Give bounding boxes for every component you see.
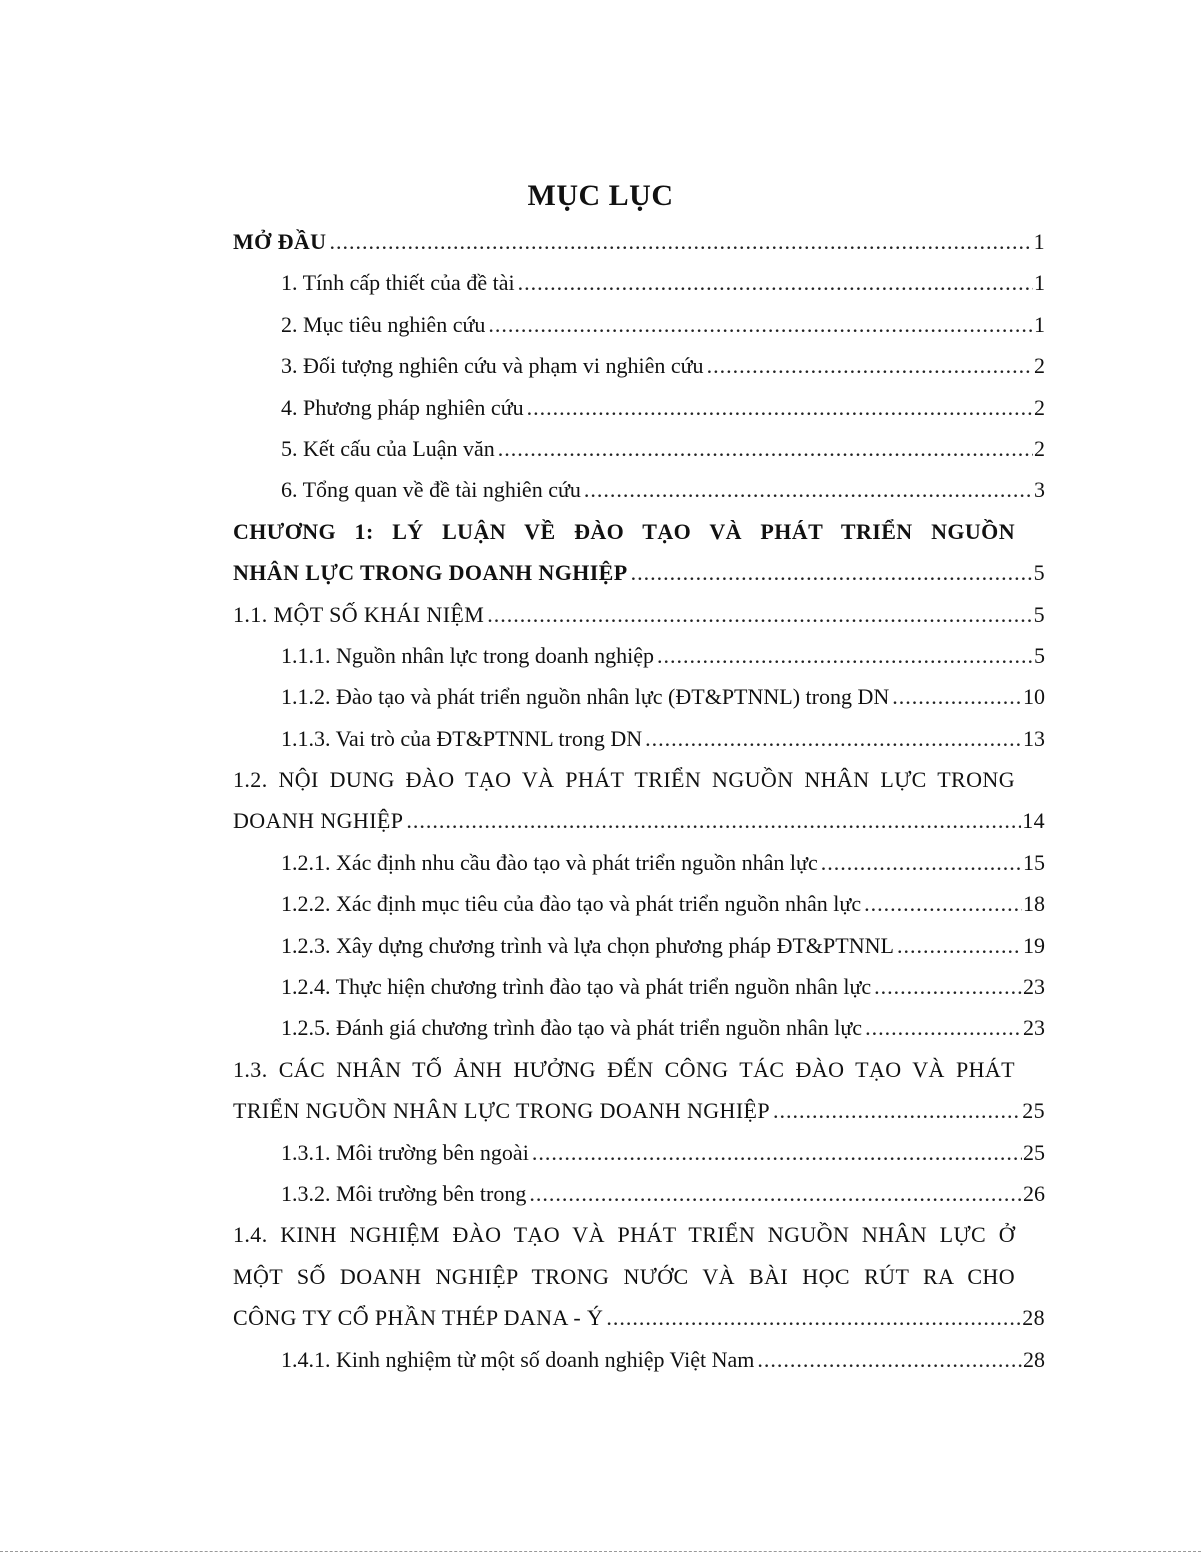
toc-dot-leader — [773, 1090, 1021, 1131]
toc-dot-leader — [874, 966, 1022, 1007]
toc-entry-label: 1.2. NỘI DUNG ĐÀO TẠO VÀ PHÁT TRIỂN NGUỒN NHÂN LỰC TRONG — [233, 767, 1015, 793]
toc-dot-leader — [498, 428, 1033, 469]
toc-entry — [233, 1214, 1045, 1255]
toc-entry-label: 1.2.5. Đánh giá chương trình đào tạo và phát triển nguồn nhân lực — [281, 1015, 863, 1041]
toc-entry — [233, 469, 1045, 510]
toc-entry — [233, 511, 1045, 552]
toc-entry — [233, 718, 1045, 759]
toc-entry-label: 1.2.3. Xây dựng chương trình và lựa chọn phương pháp ĐT&PTNNL — [281, 932, 894, 958]
toc-entry — [233, 800, 1045, 841]
toc-entry — [233, 925, 1045, 966]
toc-entry-page-number: 23 — [1023, 1015, 1045, 1041]
table-of-contents — [233, 221, 1045, 1380]
toc-entry — [233, 594, 1045, 635]
toc-entry-label: 1.3.2. Môi trường bên trong — [281, 1180, 527, 1206]
toc-entry-label: 1.1.1. Nguồn nhân lực trong doanh nghiệp — [281, 642, 655, 668]
toc-entry-label: 2. Mục tiêu nghiên cứu — [281, 311, 486, 337]
toc-entry-page-number: 19 — [1023, 932, 1045, 958]
toc-entry-page-number: 2 — [1034, 394, 1045, 420]
toc-entry-page-number: 1 — [1034, 311, 1045, 337]
toc-entry-label: CHƯƠNG 1: LÝ LUẬN VỀ ĐÀO TẠO VÀ PHÁT TRIỂN NGUỒN — [233, 518, 1015, 544]
toc-entry-label: MỞ ĐẦU — [233, 229, 327, 254]
toc-entry-page-number: 5 — [1034, 642, 1045, 668]
toc-entry-page-number: 28 — [1023, 1346, 1045, 1372]
toc-dot-leader — [487, 594, 1032, 635]
toc-entry-label: 1.1.2. Đào tạo và phát triển nguồn nhân lực (ĐT&PTNNL) trong DN — [281, 684, 890, 710]
toc-entry-label: MỘT SỐ DOANH NGHIỆP TRONG NƯỚC VÀ BÀI HỌC RÚT RA CHO — [233, 1263, 1015, 1289]
toc-entry-page-number: 2 — [1034, 435, 1045, 461]
toc-entry-page-number: 13 — [1023, 725, 1045, 751]
page-edge-divider — [0, 1551, 1201, 1552]
toc-entry-label: TRIỂN NGUỒN NHÂN LỰC TRONG DOANH NGHIỆP — [233, 1098, 771, 1124]
toc-entry-label: 1.3. CÁC NHÂN TỐ ẢNH HƯỞNG ĐẾN CÔNG TÁC ĐÀO TẠO VÀ PHÁT — [233, 1056, 1015, 1082]
toc-entry-label: CÔNG TY CỔ PHẦN THÉP DANA - Ý — [233, 1305, 604, 1331]
toc-entry — [233, 1339, 1045, 1380]
toc-dot-leader — [657, 635, 1033, 676]
toc-dot-leader — [645, 718, 1022, 759]
toc-entry-page-number: 25 — [1022, 1098, 1045, 1124]
toc-dot-leader — [488, 304, 1033, 345]
toc-entry-page-number: 18 — [1023, 891, 1045, 917]
toc-entry-label: DOANH NGHIỆP — [233, 808, 404, 834]
toc-dot-leader — [527, 387, 1033, 428]
toc-dot-leader — [606, 1297, 1021, 1338]
toc-entry-page-number: 3 — [1034, 477, 1045, 503]
toc-entry — [233, 304, 1045, 345]
toc-entry-page-number: 25 — [1023, 1139, 1045, 1165]
toc-entry — [233, 1007, 1045, 1048]
toc-dot-leader — [329, 221, 1032, 262]
toc-entry-page-number: 5 — [1033, 601, 1045, 627]
toc-entry-page-number: 1 — [1033, 229, 1045, 254]
toc-entry-label: 1.2.4. Thực hiện chương trình đào tạo và phát triển nguồn nhân lực — [281, 974, 872, 1000]
toc-entry — [233, 1297, 1045, 1338]
toc-dot-leader — [892, 676, 1022, 717]
toc-entry-page-number: 23 — [1023, 974, 1045, 1000]
toc-entry — [233, 1090, 1045, 1131]
toc-entry-page-number: 15 — [1023, 849, 1045, 875]
toc-entry-page-number: 2 — [1034, 353, 1045, 379]
toc-entry-label: 1.3.1. Môi trường bên ngoài — [281, 1139, 529, 1165]
toc-entry-page-number: 26 — [1023, 1180, 1045, 1206]
toc-dot-leader — [897, 925, 1022, 966]
toc-entry-label: 6. Tổng quan về đề tài nghiên cứu — [281, 477, 581, 503]
toc-dot-leader — [865, 1007, 1022, 1048]
toc-entry — [233, 387, 1045, 428]
toc-entry — [233, 759, 1045, 800]
toc-dot-leader — [518, 262, 1033, 303]
toc-entry-label: 1.2.1. Xác định nhu cầu đào tạo và phát triển nguồn nhân lực — [281, 849, 818, 875]
page-title: MỤC LỤC — [527, 179, 674, 212]
toc-dot-leader — [406, 800, 1021, 841]
toc-dot-leader — [584, 469, 1033, 510]
toc-entry-page-number: 28 — [1022, 1305, 1045, 1331]
toc-entry-label: 5. Kết cấu của Luận văn — [281, 435, 495, 461]
toc-entry — [233, 428, 1045, 469]
toc-dot-leader — [532, 1132, 1022, 1173]
toc-entry — [233, 883, 1045, 924]
toc-entry-page-number: 5 — [1033, 560, 1045, 586]
toc-entry — [233, 1173, 1045, 1214]
toc-entry — [233, 262, 1045, 303]
toc-entry — [233, 966, 1045, 1007]
toc-entry-label: 1. Tính cấp thiết của đề tài — [281, 270, 515, 296]
toc-entry-page-number: 14 — [1022, 808, 1045, 834]
toc-entry — [233, 1256, 1045, 1297]
toc-entry-label: 4. Phương pháp nghiên cứu — [281, 394, 524, 420]
toc-entry — [233, 1132, 1045, 1173]
toc-entry — [233, 842, 1045, 883]
toc-entry — [233, 345, 1045, 386]
toc-entry — [233, 676, 1045, 717]
toc-entry-label: 1.2.2. Xác định mục tiêu của đào tạo và phát triển nguồn nhân lực — [281, 891, 862, 917]
toc-entry-label: NHÂN LỰC TRONG DOANH NGHIỆP — [233, 560, 628, 586]
toc-entry — [233, 221, 1045, 262]
toc-entry-page-number: 1 — [1034, 270, 1045, 296]
toc-dot-leader — [529, 1173, 1022, 1214]
toc-entry — [233, 552, 1045, 593]
toc-dot-leader — [707, 345, 1033, 386]
toc-dot-leader — [757, 1339, 1022, 1380]
toc-dot-leader — [864, 883, 1022, 924]
toc-entry-label: 3. Đối tượng nghiên cứu và phạm vi nghiên cứu — [281, 353, 704, 379]
toc-entry — [233, 635, 1045, 676]
toc-dot-leader — [821, 842, 1022, 883]
toc-entry — [233, 1049, 1045, 1090]
toc-entry-label: 1.1. MỘT SỐ KHÁI NIỆM — [233, 601, 485, 627]
toc-entry-label: 1.1.3. Vai trò của ĐT&PTNNL trong DN — [281, 725, 643, 751]
toc-dot-leader — [631, 552, 1033, 593]
toc-entry-label: 1.4.1. Kinh nghiệm từ một số doanh nghiệp Việt Nam — [281, 1346, 755, 1372]
toc-entry-page-number: 10 — [1023, 684, 1045, 710]
toc-entry-label: 1.4. KINH NGHIỆM ĐÀO TẠO VÀ PHÁT TRIỂN NGUỒN NHÂN LỰC Ở — [233, 1222, 1015, 1248]
